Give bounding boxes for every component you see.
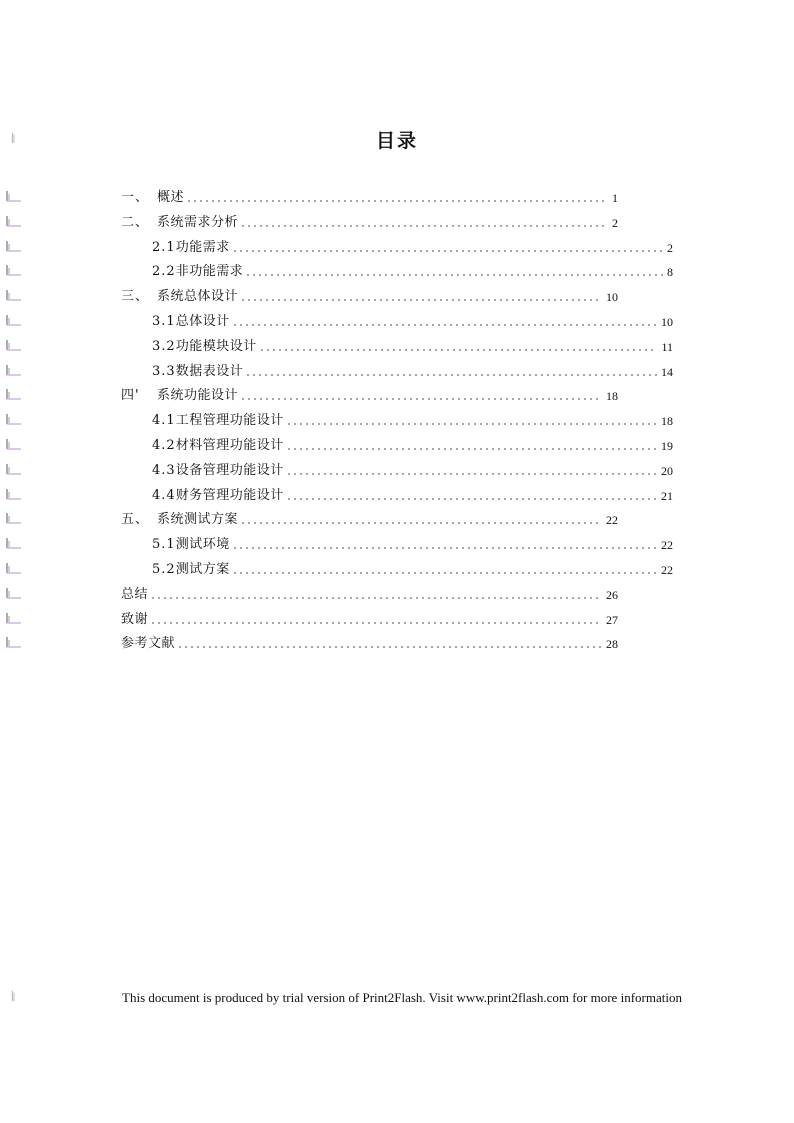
bookmark-marker-icon	[6, 587, 22, 599]
toc-dot-leader	[240, 521, 602, 525]
toc-entry-label	[152, 339, 257, 355]
toc-entry[interactable]	[152, 409, 673, 429]
bookmark-marker-icon	[6, 314, 22, 326]
toc-entry-page-number: 10	[606, 290, 618, 304]
bookmark-marker-icon	[6, 388, 22, 400]
toc-entry-number: 4.3	[152, 463, 176, 478]
toc-entry-title: 致谢	[121, 612, 149, 627]
toc-entry-page-number: 18	[661, 414, 673, 428]
title-marker-icon	[6, 132, 22, 144]
toc-entry-title: 功能需求	[175, 240, 230, 255]
toc-entry-title: 总体设计	[175, 314, 230, 329]
toc-entry[interactable]	[152, 310, 673, 330]
toc-dot-leader	[177, 645, 602, 649]
toc-dot-leader	[240, 397, 602, 401]
toc-entry-number: 五	[121, 512, 136, 527]
toc-entry-title: 材料管理功能设计	[175, 438, 284, 453]
toc-entry-title: 非功能需求	[175, 264, 244, 279]
toc-dot-leader	[259, 348, 658, 352]
toc-entry-title: 总结	[121, 587, 149, 602]
toc-entry[interactable]	[152, 434, 673, 454]
toc-entry-page-number: 19	[661, 439, 673, 453]
toc-dot-leader	[150, 621, 602, 625]
toc-entry-label	[152, 314, 230, 330]
toc-entry-label	[152, 264, 243, 280]
bookmark-marker-icon	[6, 562, 22, 574]
toc-entry-label	[152, 562, 230, 578]
toc-entry-number: 3.2	[152, 339, 176, 354]
bookmark-marker-icon	[6, 636, 22, 648]
toc-entry[interactable]	[121, 186, 618, 206]
toc-entry-page-number: 22	[606, 513, 618, 527]
toc-entry-number: 2.2	[152, 264, 176, 279]
toc-dot-leader	[150, 596, 602, 600]
toc-entry-label	[152, 438, 284, 454]
toc-entry[interactable]	[121, 632, 618, 652]
bookmark-marker-icon	[6, 215, 22, 227]
toc-dot-leader	[232, 571, 657, 575]
toc-entry-number: 4.1	[152, 413, 176, 428]
toc-entry-number: 2.1	[152, 240, 176, 255]
toc-entry-page-number: 21	[661, 489, 673, 503]
toc-entry[interactable]	[121, 285, 618, 305]
toc-entry-label	[121, 587, 148, 603]
toc-entry-label	[121, 636, 175, 652]
toc-entry-title: 功能模块设计	[175, 339, 257, 354]
toc-entry-label	[152, 463, 284, 479]
toc-entry-page-number: 26	[606, 588, 618, 602]
toc-entry-title: 测试环境	[175, 537, 230, 552]
toc-dot-leader	[286, 497, 657, 501]
page-title: 目录	[375, 130, 418, 152]
toc-entry-number: 四	[121, 388, 136, 403]
toc-entry-page-number: 1	[612, 191, 618, 205]
toc-entry-number: 3.1	[152, 314, 176, 329]
toc-entry[interactable]	[152, 260, 673, 280]
toc-entry[interactable]	[152, 360, 673, 380]
trial-watermark-footer: This document is produced by trial version of Print2Flash. Visit www.print2flash.com for more information	[122, 990, 682, 1005]
bookmark-marker-icon	[6, 364, 22, 376]
toc-entry[interactable]	[121, 608, 618, 628]
toc-entry-separator: 、	[135, 289, 149, 304]
toc-dot-leader	[186, 199, 608, 203]
toc-entry[interactable]	[121, 508, 618, 528]
toc-entry-title: 测试方案	[175, 562, 230, 577]
toc-entry-title: 概述	[157, 190, 185, 205]
toc-entry-number: 二	[121, 215, 136, 230]
toc-entry[interactable]	[152, 558, 673, 578]
bookmark-marker-icon	[6, 240, 22, 252]
toc-entry-number: 5.2	[152, 562, 176, 577]
bookmark-marker-icon	[6, 537, 22, 549]
toc-entry-title: 参考文献	[121, 636, 176, 651]
toc-dot-leader	[286, 472, 657, 476]
toc-entry-label	[121, 289, 238, 305]
toc-entry[interactable]	[152, 335, 673, 355]
toc-entry-label	[152, 537, 230, 553]
toc-entry-separator: '	[135, 388, 140, 403]
toc-dot-leader	[232, 546, 657, 550]
toc-dot-leader	[286, 447, 657, 451]
toc-entry-number: 一	[121, 190, 136, 205]
toc-entry-title: 系统需求分析	[157, 215, 239, 230]
toc-entry-page-number: 22	[661, 538, 673, 552]
toc-entry-label	[152, 240, 230, 256]
toc-entry-page-number: 14	[661, 365, 673, 379]
toc-entry-label	[121, 612, 148, 628]
toc-entry-separator: 、	[135, 215, 149, 230]
bookmark-marker-icon	[6, 438, 22, 450]
toc-entry-page-number: 2	[667, 241, 673, 255]
toc-entry-page-number: 10	[661, 315, 673, 329]
bookmark-marker-icon	[6, 512, 22, 524]
toc-entry-page-number: 22	[661, 563, 673, 577]
bookmark-marker-icon	[6, 413, 22, 425]
bookmark-marker-icon	[6, 488, 22, 500]
toc-dot-leader	[232, 323, 657, 327]
toc-entry-number: 4.2	[152, 438, 176, 453]
toc-entry-page-number: 27	[606, 613, 618, 627]
toc-entry-title: 系统测试方案	[157, 512, 239, 527]
toc-entry-title: 系统总体设计	[157, 289, 239, 304]
toc-entry-page-number: 2	[612, 216, 618, 230]
toc-dot-leader	[245, 373, 657, 377]
bookmark-marker-icon	[6, 339, 22, 351]
toc-entry[interactable]	[152, 484, 673, 504]
toc-entry[interactable]	[152, 236, 673, 256]
toc-entry-label	[121, 215, 238, 231]
toc-dot-leader	[240, 298, 602, 302]
toc-entry-title: 系统功能设计	[157, 388, 239, 403]
toc-entry[interactable]	[121, 211, 618, 231]
toc-entry-page-number: 11	[661, 340, 673, 354]
toc-entry-title: 工程管理功能设计	[175, 413, 284, 428]
toc-entry-page-number: 8	[667, 265, 673, 279]
toc-entry[interactable]	[121, 384, 618, 404]
toc-entry-label	[121, 190, 184, 206]
toc-entry[interactable]	[121, 583, 618, 603]
bookmark-marker-icon	[6, 612, 22, 624]
toc-entry-number: 4.4	[152, 488, 176, 503]
toc-entry-label	[152, 364, 243, 380]
toc-entry[interactable]	[152, 533, 673, 553]
toc-entry-number: 3.3	[152, 364, 176, 379]
toc-dot-leader	[245, 273, 663, 277]
toc-entry-page-number: 28	[606, 637, 618, 651]
toc-entry-title: 数据表设计	[175, 364, 244, 379]
toc-entry-label	[152, 488, 284, 504]
bookmark-marker-icon	[6, 289, 22, 301]
toc-entry-title: 设备管理功能设计	[175, 463, 284, 478]
toc-entry[interactable]	[152, 459, 673, 479]
toc-entry-number: 5.1	[152, 537, 176, 552]
bookmark-marker-icon	[6, 463, 22, 475]
toc-entry-title: 财务管理功能设计	[175, 488, 284, 503]
toc-entry-page-number: 20	[661, 464, 673, 478]
toc-dot-leader	[286, 422, 657, 426]
toc-entry-label	[121, 388, 238, 404]
toc-entry-number: 三	[121, 289, 136, 304]
toc-entry-page-number: 18	[606, 389, 618, 403]
toc-entry-label	[121, 512, 238, 528]
toc-entry-label	[152, 413, 284, 429]
toc-dot-leader	[232, 249, 663, 253]
bookmark-marker-icon	[6, 190, 22, 202]
toc-entry-separator: 、	[135, 512, 149, 527]
toc-dot-leader	[240, 224, 608, 228]
toc-entry-separator: 、	[135, 190, 149, 205]
bookmark-marker-icon	[6, 264, 22, 276]
